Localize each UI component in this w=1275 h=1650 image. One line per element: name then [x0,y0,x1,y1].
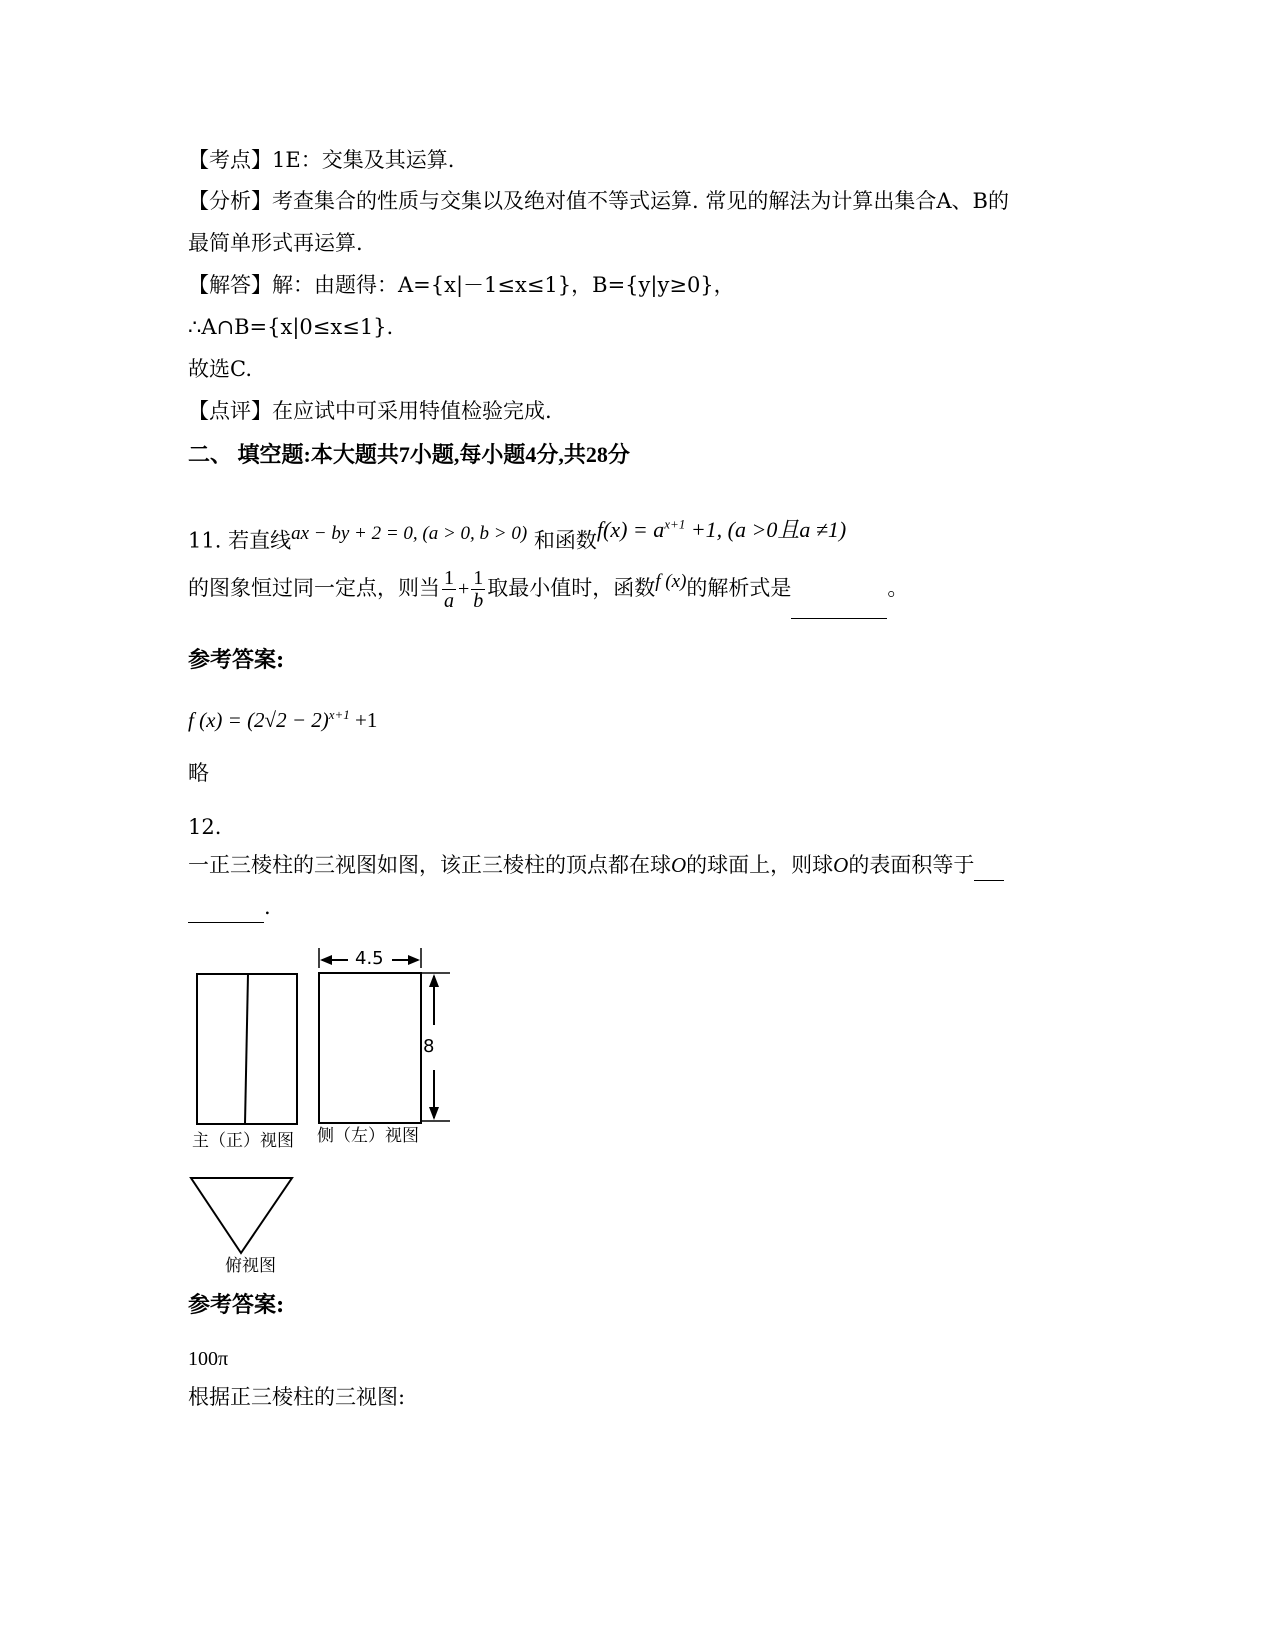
q12-sphere-o-2: O [833,853,849,877]
dianping-line: 【点评】在应试中可采用特值检验完成. [188,399,552,423]
q11-fx: f (x) [655,571,687,592]
q12-sphere-o-1: O [671,853,687,877]
section-title: 二、 填空题:本大题共7小题,每小题4分,共28分 [188,442,630,467]
jieda-line: 【解答】解：由题得：A={x|－1≤x≤1}，B={y|y≥0}， [188,273,735,297]
q11-answer-tail: +1 [349,708,378,732]
side-view-label: 侧（左）视图 [317,1126,419,1146]
q11-line-2 [188,558,908,618]
top-view [191,1178,292,1253]
q11-mid-text: 和函数 [533,528,597,553]
q11-fraction-2 [471,567,485,612]
choice-line: 故选C. [188,357,252,381]
q11-function-equation [597,517,846,542]
q11-func-tail: +1, (a >0且a ≠1) [690,517,847,543]
q12-explain: 根据正三棱柱的三视图: [188,1385,406,1409]
therefore-line: ∴A∩B={x|0≤x≤1}. [188,315,394,339]
q11-answer-label: 参考答案: [188,647,285,673]
q11-answer-exponent: x+1 [328,707,350,722]
q11-func-exponent: x+1 [664,517,686,532]
q12-blank-line [188,892,271,923]
front-view [197,974,297,1124]
frac1-numerator: 1 [444,567,454,589]
q12-number: 12. [188,815,222,839]
q11-answer-blank[interactable] [791,558,887,619]
fenxi-line-2: 最简单形式再运算. [188,231,363,255]
frac2-denominator: b [473,590,484,612]
top-view-label: 俯视图 [225,1256,276,1276]
frac2-numerator: 1 [473,567,484,589]
front-view-label: 主（正）视图 [192,1131,294,1151]
q12-text-3: 的表面积等于 [848,853,975,877]
q11-plus: + [458,578,470,600]
q11-func-base: f(x) = a [596,517,665,543]
three-view-figure [188,940,478,1280]
q12-text-2: 的球面上，则球 [686,853,834,877]
width-dimension: 4.5 [355,948,384,969]
fenxi-line-1: 【分析】考查集合的性质与交集以及绝对值不等式运算. 常见的解法为计算出集合A、B的 [188,189,1009,213]
q11-fraction-1 [442,567,456,612]
q11-end: 。 [887,576,909,600]
q12-answer: 100π [188,1348,229,1370]
q11-prefix: 11. 若直线 [188,528,292,553]
height-dimension: 8 [423,1036,435,1057]
q11-line-equation: ax − by + 2 = 0, (a > 0, b > 0) [291,523,528,545]
q12-answer-blank-1[interactable] [974,850,1004,881]
q11-line2-a: 的图象恒过同一定点，则当 [188,576,440,600]
q11-line2-c: 的解析式是 [686,576,792,600]
q11-line-1 [188,517,847,557]
q12-text-line [188,850,1004,881]
q12-text-1: 一正三棱柱的三视图如图，该正三棱柱的顶点都在球 [188,853,671,877]
q12-answer-label: 参考答案: [188,1292,285,1318]
frac1-denominator: a [444,590,454,612]
kaodian-line: 【考点】1E：交集及其运算. [188,148,455,172]
q12-end: . [264,895,271,919]
q12-answer-blank-2[interactable] [188,892,264,923]
q11-line2-b: 取最小值时，函数 [487,576,656,600]
q11-answer [188,700,377,735]
q11-note: 略 [188,761,209,785]
q11-answer-base: f (x) = (2√2 − 2) [188,708,329,732]
